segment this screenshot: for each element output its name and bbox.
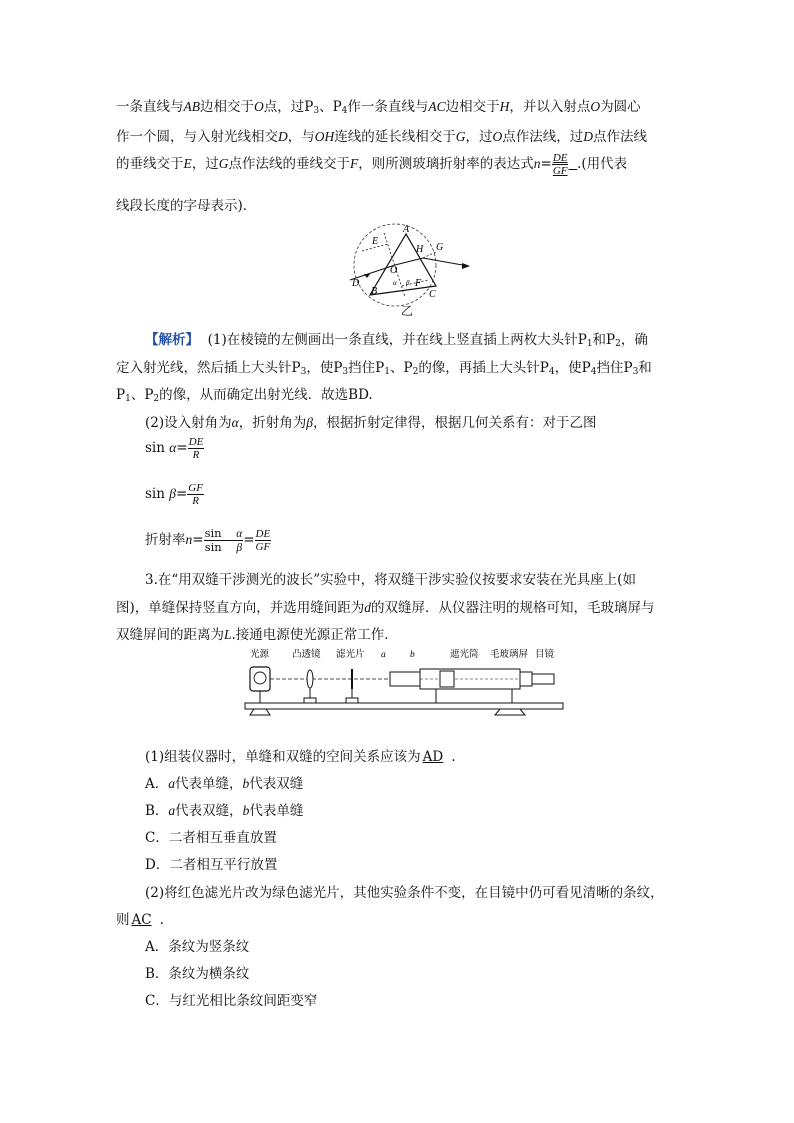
label-E: E [372, 236, 379, 247]
refracted-ray [395, 258, 423, 265]
label-filter: 滤光片 [336, 650, 365, 660]
sub2-answer: AC [131, 912, 152, 928]
equation-refractive-index: 折射率n= $\frac{\text{sin α}}{\text{sin β}}$ = $\frac{DE}{GF}$ [145, 526, 271, 554]
label-screen: 毛玻璃屏 [490, 650, 529, 660]
q3-line-1: 3.在“用双缝干涉测光的波长”实验中，将双缝干涉实验仪按要求安装在光具座上(如 [145, 572, 636, 588]
figure1-caption: 乙 [401, 304, 414, 318]
double-slit-apparatus [240, 645, 570, 720]
intro-line-4: 线段长度的字母表示)． [116, 198, 257, 214]
eyepiece [532, 674, 554, 684]
equation-sin-alpha: sin α= $\frac{DE}{R}$ [145, 436, 204, 461]
label-F: F [415, 278, 422, 289]
label-alpha: α [393, 279, 397, 287]
sub1-option-b: B．a代表双缝，b代表单缝 [145, 803, 304, 819]
label-b: b [410, 650, 415, 660]
sub1-option-a: A．a代表单缝，b代表双缝 [145, 776, 304, 792]
sub2-stem-2: 则 AC . [116, 912, 164, 928]
sub2-option-b: B．条纹为横条纹 [145, 966, 250, 982]
equation-sin-beta: sin β= $\frac{GF}{R}$ [145, 482, 203, 507]
bulb-icon [254, 672, 266, 684]
sub1-option-d: D．二者相互平行放置 [145, 857, 278, 873]
label-tube: 遮光筒 [450, 650, 479, 660]
sub2-option-a: A．条纹为竖条纹 [145, 939, 250, 955]
right-foot [495, 709, 525, 715]
incident-arrow [364, 274, 370, 278]
slit-holder [390, 672, 420, 686]
analysis-line-3: $P_1$、$P_2$的像，从而确定出射光线．故选BD. [116, 387, 373, 404]
sub2-stem-1: (2)将红色滤光片改为绿色滤光片，其他实验条件不变，在目镜中仍可看见清晰的条纹， [145, 885, 664, 901]
label-a: a [381, 650, 386, 660]
intro-line-1: 一条直线与AB边相交于O点，过$P_3$、$P_4$作一条直线与AC边相交于H，并以入射点O为圆心 [116, 99, 641, 116]
answer-fraction: $\frac{DE}{GF}$ [552, 152, 568, 177]
optical-bench [245, 703, 563, 709]
sub1-stem: (1)组装仪器时，单缝和双缝的空间关系应该为 AD . [145, 749, 456, 765]
label-B: B [371, 286, 378, 297]
oh-extension [423, 252, 436, 258]
q3-line-3: 双缝屏间的距离为L.接通电源使光源正常工作． [116, 627, 398, 643]
label-convex-lens: 凸透镜 [292, 650, 321, 660]
analysis-line-2: 定入射光线，然后插上大头针$P_3$，使$P_3$挡住$P_1$、$P_2$的像，再插上大头针$P_4$，使$P_4$挡住$P_3$和 [116, 360, 652, 377]
emergent-arrow [462, 263, 470, 269]
convex-lens [307, 670, 313, 688]
analysis-line-4: (2)设入射角为α，折射角为β，根据折射定律得，根据几何关系有：对于乙图 [145, 415, 597, 431]
left-foot [250, 709, 270, 715]
intro-line-3: 的垂线交于E，过G点作法线的垂线交于F，则所测玻璃折射率的表达式n= $\frac{DE}{GF}$ .(用代表 [116, 152, 628, 177]
label-C: C [429, 289, 436, 300]
screen-holder [520, 672, 532, 686]
sub1-answer: AD [422, 749, 444, 765]
sub1-option-c: C．二者相互垂直放置 [145, 830, 277, 846]
label-D: D [352, 278, 360, 289]
label-G: G [436, 242, 444, 253]
intro-line-2: 作一个圆，与入射光线相交D，与OH连线的延长线相交于G，过O点作法线，过D点作法线 [116, 129, 647, 145]
label-light-source: 光源 [250, 650, 270, 660]
label-A: A [403, 224, 410, 235]
q3-line-2: 图)，单缝保持竖直方向，并选用缝间距为d的双缝屏．从仪器注明的规格可知，毛玻璃屏与 [116, 600, 655, 616]
emergent-ray [423, 258, 468, 266]
analysis-line-1: 【解析】 (1)在棱镜的左侧画出一条直线，并在线上竖直插上两枚大头针$P_1$和$P_2$，确 [145, 332, 648, 349]
label-beta: β [406, 279, 410, 287]
label-O: O [390, 265, 398, 276]
sub2-option-c: C．与红光相比条纹间距变窄 [145, 993, 318, 1009]
label-eyepiece: 目镜 [535, 650, 555, 660]
label-H: H [416, 244, 424, 255]
analysis-tag: 【解析】 [145, 332, 199, 348]
